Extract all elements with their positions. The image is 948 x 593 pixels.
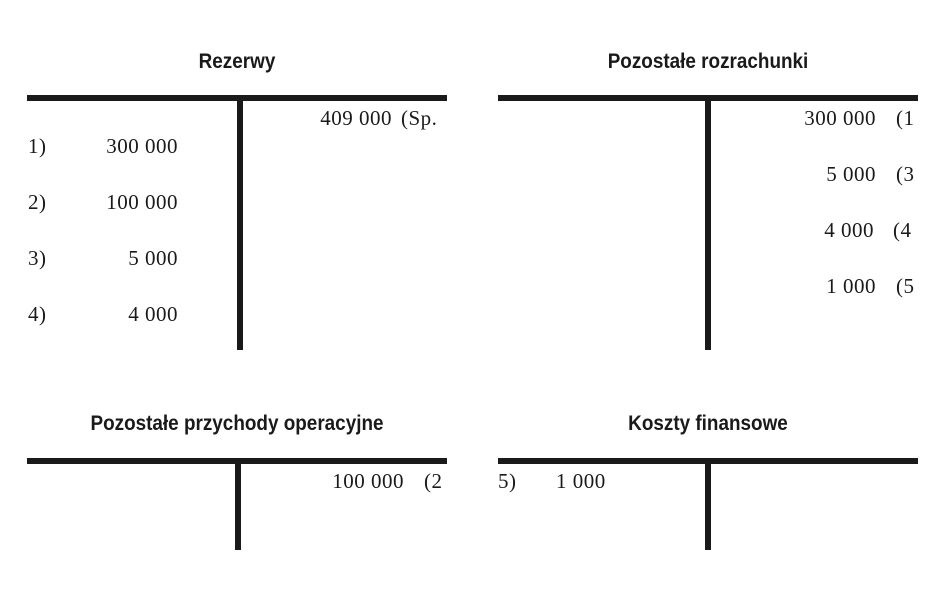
debit-ref: 2): [28, 190, 47, 214]
account-title: Rezerwy: [198, 50, 276, 73]
debit-amount: 1 000: [556, 469, 606, 493]
credit-amount: 100 000: [332, 469, 404, 493]
credit-ref: (2: [424, 469, 443, 493]
credit-amount: 5 000: [826, 162, 876, 186]
credit-ref: (1: [896, 106, 915, 130]
credit-ref: (4: [893, 218, 912, 242]
account-title: Koszty finansowe: [628, 412, 788, 435]
debit-ref: 3): [28, 246, 47, 270]
debit-amount: 100 000: [106, 190, 178, 214]
credit-ref: (Sp.: [401, 106, 438, 130]
account-title: Pozostałe rozrachunki: [607, 50, 809, 73]
credit-amount: 409 000: [320, 106, 392, 130]
debit-amount: 5 000: [128, 246, 178, 270]
debit-amount: 300 000: [106, 134, 178, 158]
credit-amount: 4 000: [824, 218, 874, 242]
debit-ref: 5): [498, 469, 517, 493]
t-account-vertical-line: [237, 95, 243, 350]
credit-amount: 1 000: [826, 274, 876, 298]
credit-ref: (3: [896, 162, 915, 186]
t-account-vertical-line: [235, 458, 241, 550]
account-title: Pozostałe przychody operacyjne: [90, 412, 384, 435]
debit-ref: 1): [28, 134, 47, 158]
t-account-vertical-line: [705, 458, 711, 550]
debit-amount: 4 000: [128, 302, 178, 326]
t-account-vertical-line: [705, 95, 711, 350]
credit-ref: (5: [896, 274, 915, 298]
credit-amount: 300 000: [804, 106, 876, 130]
debit-ref: 4): [28, 302, 47, 326]
